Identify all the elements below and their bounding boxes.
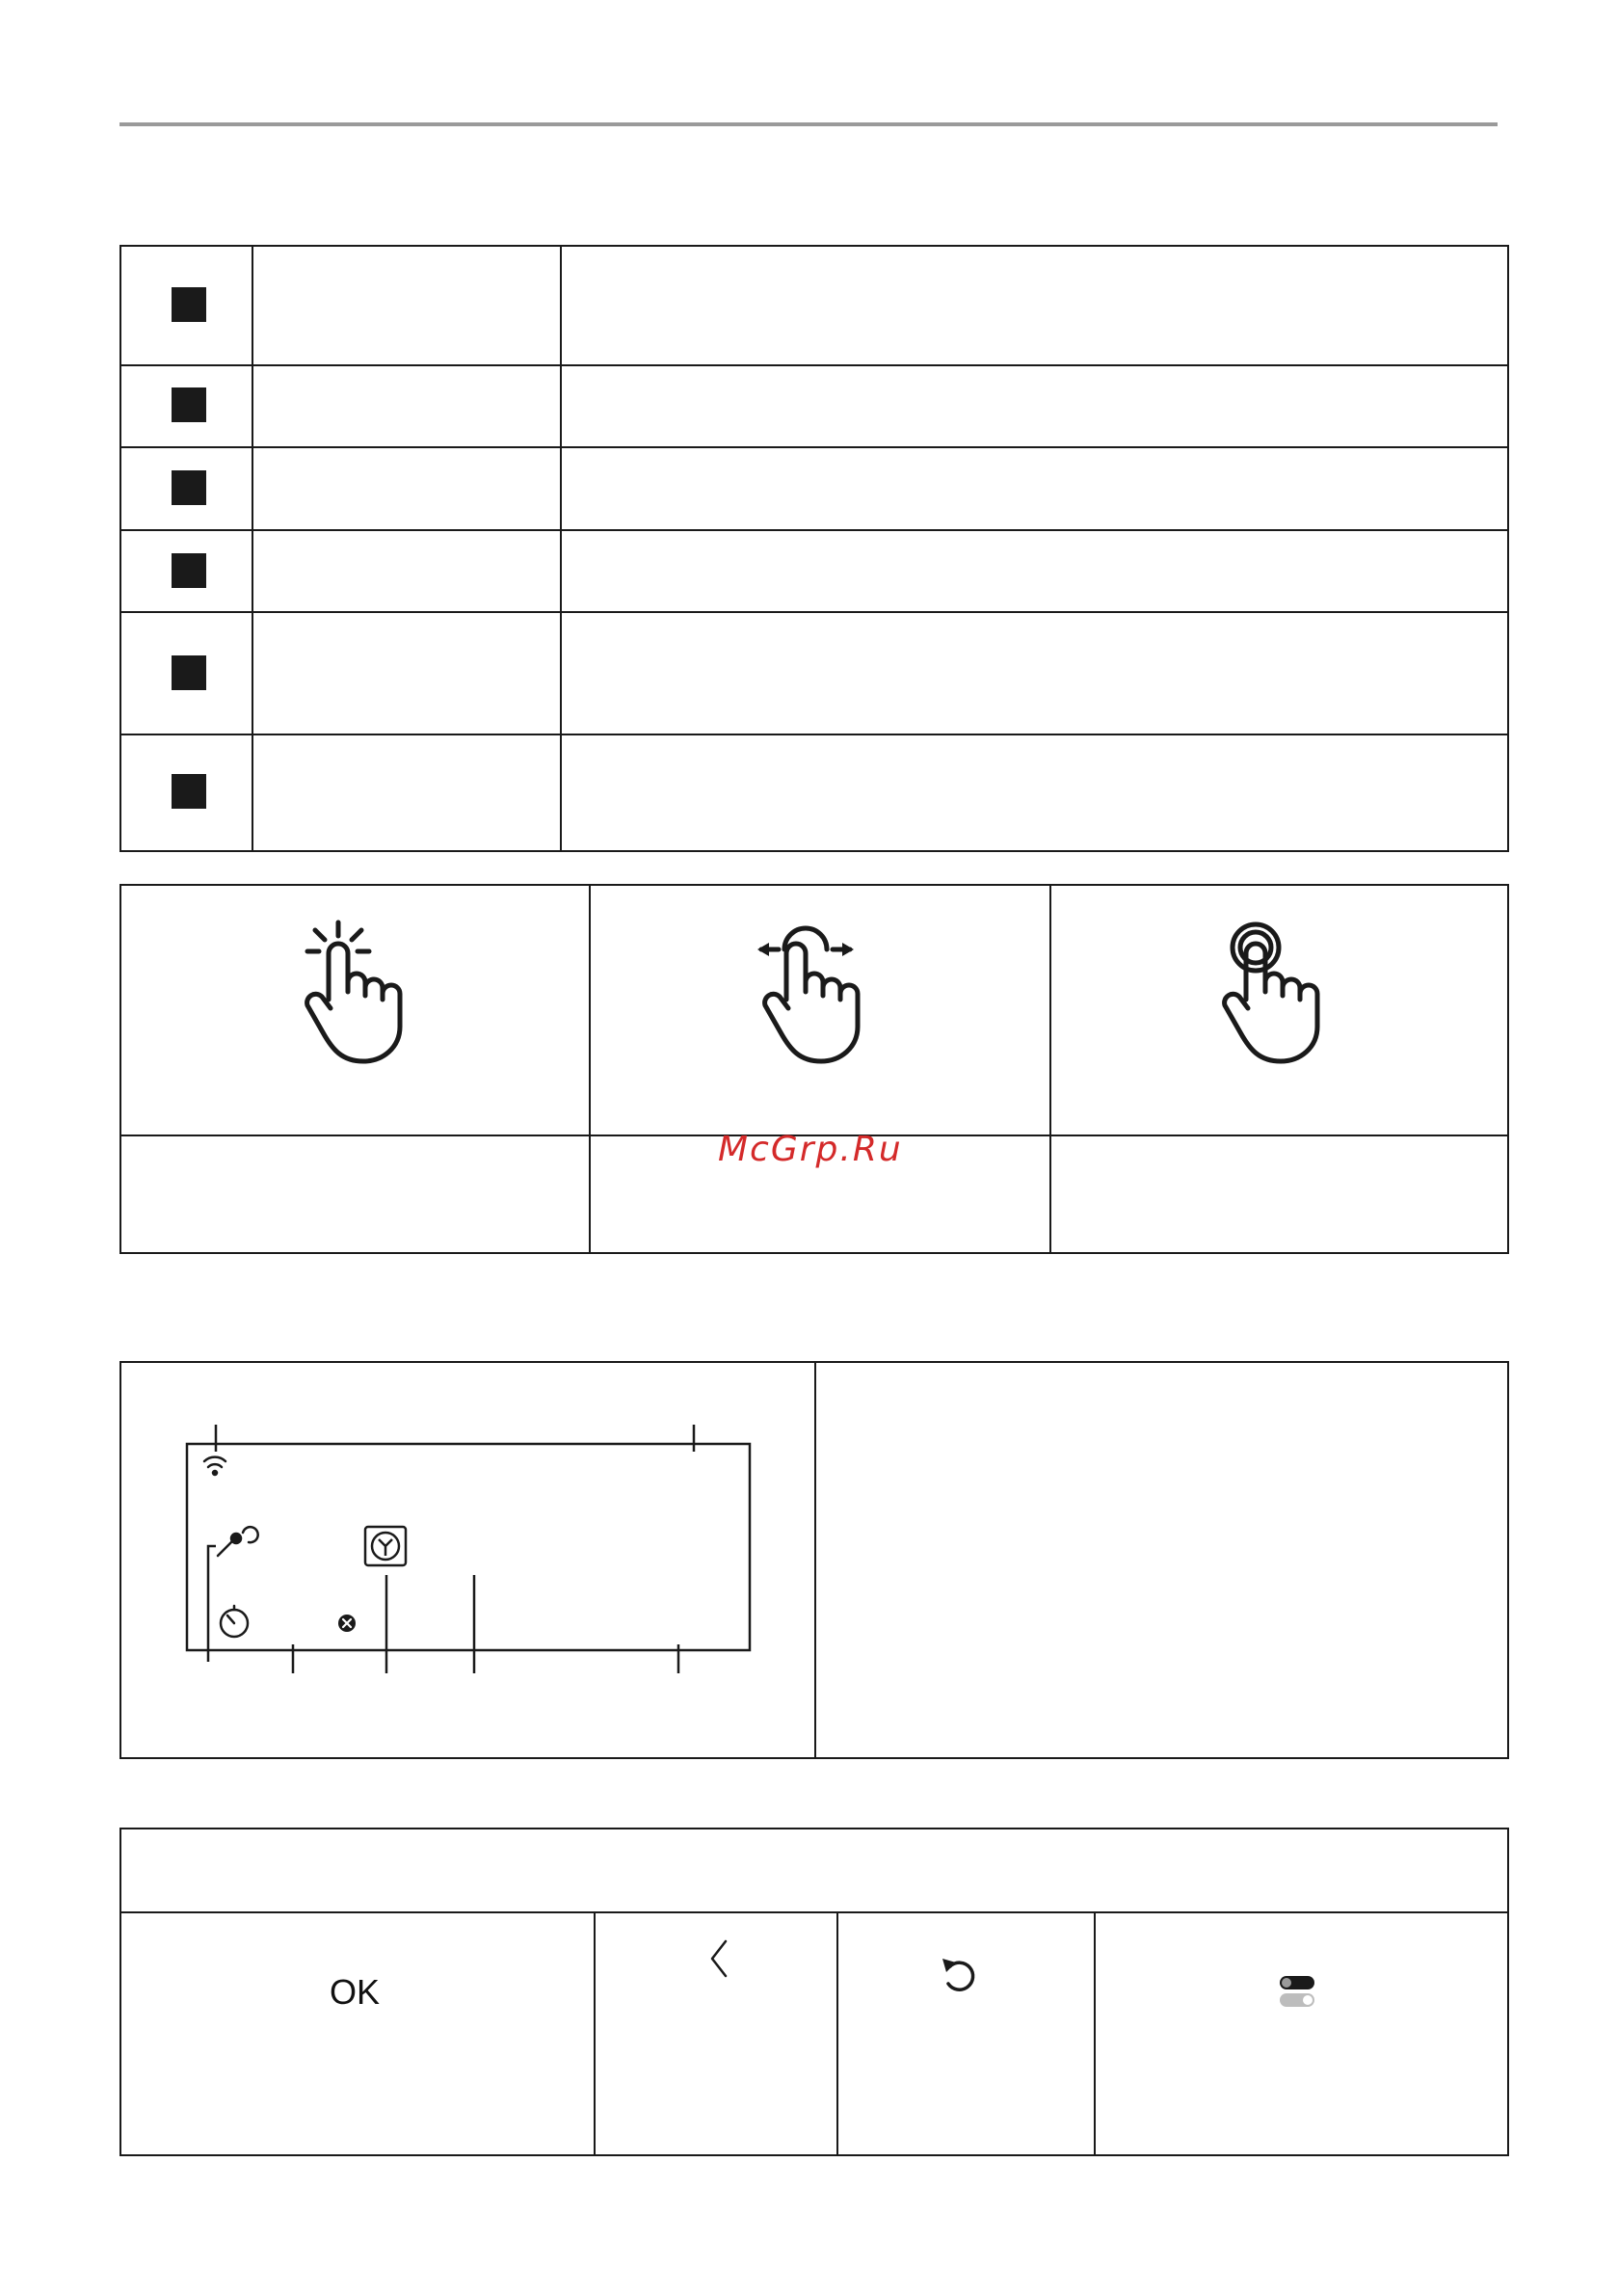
row-marker [172,553,206,588]
wifi-icon [204,1457,225,1475]
timer-icon [221,1606,248,1637]
tap-gesture-icon [300,919,425,1063]
gesture-table [119,884,1509,1254]
key-table [119,245,1509,852]
fan-heating-icon [365,1527,406,1565]
chevron-left-icon [704,1937,733,1980]
row-marker [172,774,206,809]
undo-icon [939,1955,981,1997]
watermark: McGrp.Ru [718,1130,903,1169]
cancel-icon [338,1615,356,1632]
meat-probe-icon [218,1527,258,1556]
display-diagram [121,1363,814,1761]
swipe-gesture-icon [757,919,883,1063]
ok-button-label: OK [330,1972,381,2012]
toggle-switch-icon [1278,1974,1320,2013]
row-marker [172,387,206,422]
controls-table [119,1828,1509,2156]
display-table [119,1361,1509,1759]
press-hold-gesture-icon [1217,919,1342,1063]
row-marker [172,470,206,505]
row-marker [172,287,206,322]
header-rule [119,122,1498,126]
row-marker [172,655,206,690]
